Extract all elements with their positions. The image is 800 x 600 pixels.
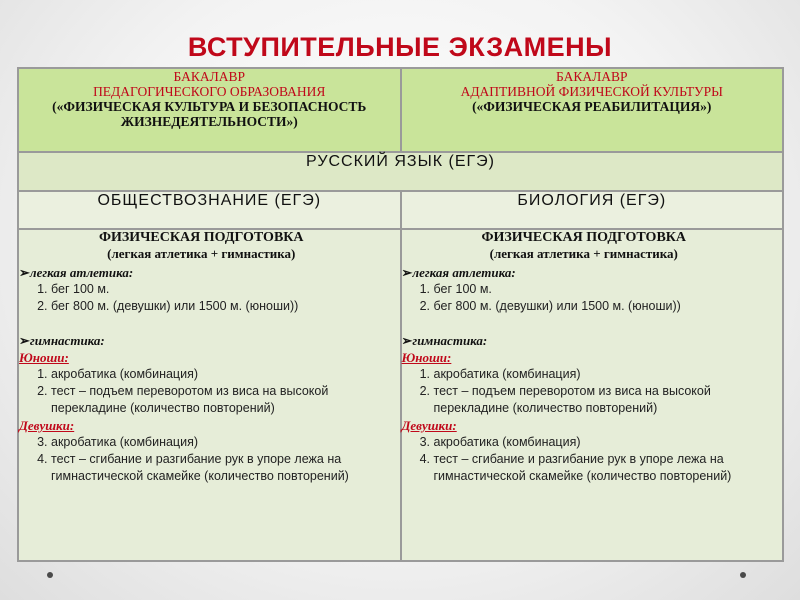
athletics-list <box>19 281 400 315</box>
gymnastics-label: гимнастика: <box>29 333 105 348</box>
list-item: 2. тест – подъем переворотом из виса на высокой перекладине (количество повторений) <box>434 383 783 417</box>
list-item: 2. бег 800 м. (девушки) или 1500 м. (юноши)) <box>434 298 783 315</box>
girls-label: Девушки: <box>19 418 75 433</box>
physical-training-cell-left <box>18 229 401 561</box>
list-item: 3. акробатика (комбинация) <box>434 434 783 451</box>
boys-list <box>19 366 400 417</box>
boys-list <box>402 366 783 417</box>
arrow-bullet-icon: ➢ <box>401 265 413 280</box>
list-item: 2. тест – подъем переворотом из виса на высокой перекладине (количество повторений) <box>51 383 400 417</box>
pt-subtitle: (легкая атлетика + гимнастика) <box>107 246 296 261</box>
decorative-dot <box>47 572 53 578</box>
gymnastics-label: гимнастика: <box>412 333 488 348</box>
common-exam-cell: РУССКИЙ ЯЗЫК (ЕГЭ) <box>18 152 783 191</box>
header-row <box>18 68 783 152</box>
list-item: 1. бег 100 м. <box>51 281 400 298</box>
list-item: 4. тест – сгибание и разгибание рук в упоре лежа на гимнастической скамейке (количество повторений) <box>434 451 783 485</box>
list-item: 4. тест – сгибание и разгибание рук в упоре лежа на гимнастической скамейке (количество повторений) <box>51 451 400 485</box>
physical-training-cell-right <box>401 229 784 561</box>
list-item: 3. акробатика (комбинация) <box>51 434 400 451</box>
athletics-heading <box>402 264 783 281</box>
arrow-bullet-icon: ➢ <box>401 333 413 348</box>
boys-label: Юноши: <box>401 350 452 365</box>
athletics-label: легкая атлетика: <box>412 265 516 280</box>
list-item: 1. акробатика (комбинация) <box>434 366 783 383</box>
header-cell-right <box>401 68 784 152</box>
program-label: АДАПТИВНОЙ ФИЗИЧЕСКОЙ КУЛЬТУРЫ <box>460 84 723 99</box>
subject-row <box>18 191 783 229</box>
list-item: 1. акробатика (комбинация) <box>51 366 400 383</box>
subject-cell-left: ОБЩЕСТВОЗНАНИЕ (ЕГЭ) <box>18 191 401 229</box>
athletics-label: легкая атлетика: <box>29 265 134 280</box>
pt-title: ФИЗИЧЕСКАЯ ПОДГОТОВКА <box>98 230 304 245</box>
arrow-bullet-icon: ➢ <box>19 333 30 348</box>
girls-label: Девушки: <box>401 418 457 433</box>
header-cell-left <box>18 68 401 152</box>
pt-title: ФИЗИЧЕСКАЯ ПОДГОТОВКА <box>481 230 687 245</box>
profile-label: («ФИЗИЧЕСКАЯ РЕАБИЛИТАЦИЯ») <box>472 99 712 114</box>
boys-label: Юноши: <box>19 350 69 365</box>
list-item: 2. бег 800 м. (девушки) или 1500 м. (юноши)) <box>51 298 400 315</box>
degree-label: БАКАЛАВР <box>173 69 245 84</box>
pt-subtitle: (легкая атлетика + гимнастика) <box>489 246 678 261</box>
degree-label: БАКАЛАВР <box>556 69 628 84</box>
gymnastics-heading <box>402 332 783 349</box>
common-exam-row <box>18 152 783 191</box>
gymnastics-heading <box>19 332 400 349</box>
profile-label: («ФИЗИЧЕСКАЯ КУЛЬТУРА И БЕЗОПАСНОСТЬ ЖИЗНЕДЕЯТЕЛЬНОСТИ») <box>52 99 367 129</box>
girls-list <box>19 434 400 485</box>
athletics-heading <box>19 264 400 281</box>
arrow-bullet-icon: ➢ <box>19 265 30 280</box>
exam-table <box>17 67 784 562</box>
page-title: ВСТУПИТЕЛЬНЫЕ ЭКЗАМЕНЫ <box>187 32 613 62</box>
subject-cell-right: БИОЛОГИЯ (ЕГЭ) <box>401 191 784 229</box>
girls-list <box>402 434 783 485</box>
physical-training-row <box>18 229 783 561</box>
program-label: ПЕДАГОГИЧЕСКОГО ОБРАЗОВАНИЯ <box>93 84 326 99</box>
list-item: 1. бег 100 м. <box>434 281 783 298</box>
athletics-list <box>402 281 783 315</box>
decorative-dot <box>740 572 746 578</box>
